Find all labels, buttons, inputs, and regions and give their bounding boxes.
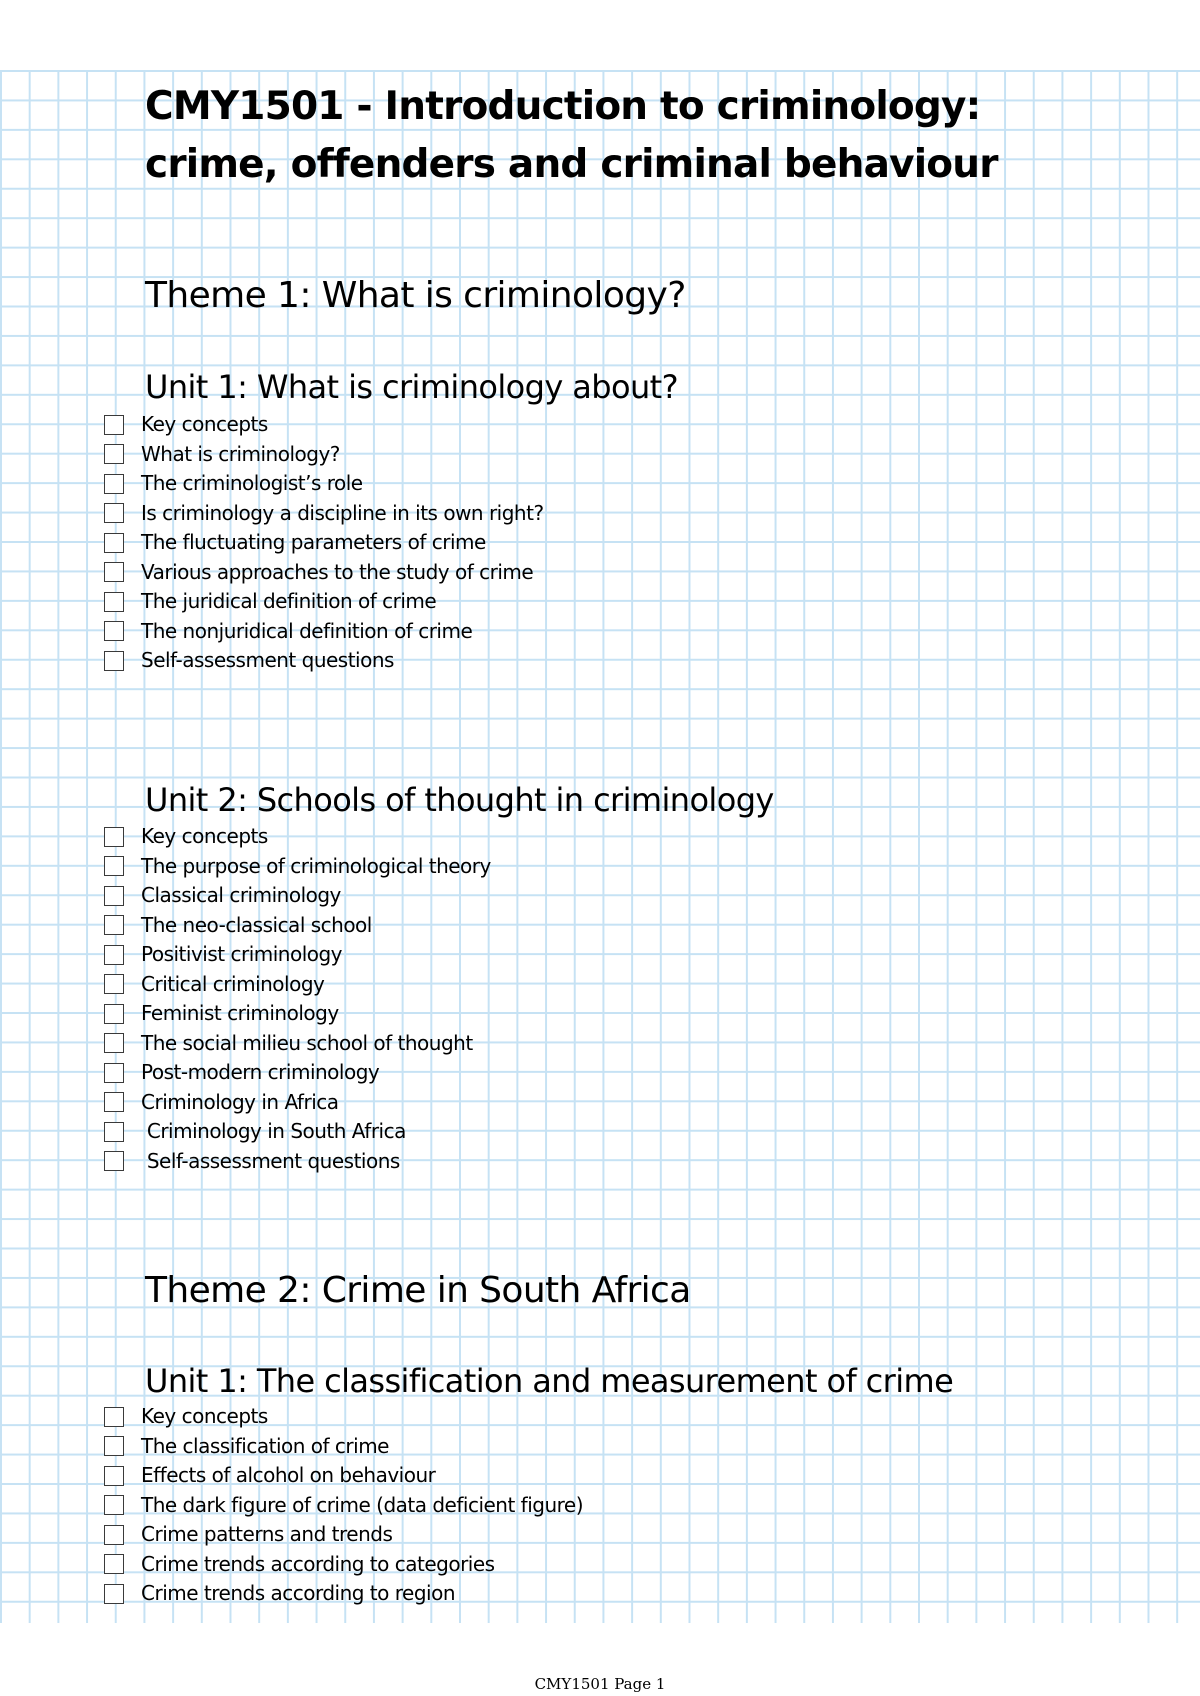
checklist-item-label: Criminology in South Africa	[141, 1119, 406, 1144]
checkbox[interactable]	[104, 1525, 124, 1545]
checklist-item	[104, 587, 544, 617]
checkbox[interactable]	[104, 915, 124, 935]
checkbox[interactable]	[104, 1495, 124, 1515]
theme-1-unit-2-heading: Unit 2: Schools of thought in criminology	[145, 781, 774, 819]
checklist-item	[104, 499, 544, 529]
checkbox[interactable]	[104, 651, 124, 671]
document-title-line-1: CMY1501 - Introduction to criminology:	[145, 84, 981, 129]
checkbox[interactable]	[104, 474, 124, 494]
checklist-item-label: Crime trends according to categories	[141, 1551, 495, 1576]
checklist-item	[104, 558, 544, 588]
checkbox[interactable]	[104, 856, 124, 876]
checklist-item-label: Key concepts	[141, 824, 268, 849]
checklist-item-label: Self-assessment questions	[141, 1148, 400, 1173]
checklist-item-label: Various approaches to the study of crime	[141, 559, 534, 584]
checklist-item-label: Feminist criminology	[141, 1001, 339, 1026]
checklist-item	[104, 469, 544, 499]
checklist-item	[104, 940, 491, 970]
checkbox[interactable]	[104, 1063, 124, 1083]
checklist-item	[104, 1117, 491, 1147]
checkbox[interactable]	[104, 1584, 124, 1604]
checklist-item-label: The dark figure of crime (data deficient figure)	[141, 1492, 584, 1517]
checklist-item	[104, 1579, 583, 1609]
checkbox[interactable]	[104, 1436, 124, 1456]
checklist-item	[104, 881, 491, 911]
checklist-item-label: The classification of crime	[141, 1433, 389, 1458]
checkbox[interactable]	[104, 1004, 124, 1024]
checklist-item-label: Post-modern criminology	[141, 1060, 380, 1085]
checklist-item	[104, 1432, 583, 1462]
checklist-item-label: Classical criminology	[141, 883, 341, 908]
checklist-item-label: The criminologist’s role	[141, 471, 363, 496]
checklist-item	[104, 970, 491, 1000]
checkbox[interactable]	[104, 444, 124, 464]
document-title-line-2: crime, offenders and criminal behaviour	[145, 142, 998, 187]
checklist-item-label: Is criminology a discipline in its own right?	[141, 500, 544, 525]
checklist-item	[104, 999, 491, 1029]
checklist-item-label: The neo-classical school	[141, 912, 372, 937]
checklist-item	[104, 1088, 491, 1118]
theme-1-heading: Theme 1: What is criminology?	[145, 275, 686, 316]
checklist-item	[104, 1058, 491, 1088]
theme-2-unit-1-checklist	[104, 1402, 583, 1609]
theme-1-unit-2-checklist	[104, 822, 491, 1176]
checkbox[interactable]	[104, 1554, 124, 1574]
checkbox[interactable]	[104, 592, 124, 612]
theme-2-heading: Theme 2: Crime in South Africa	[145, 1270, 691, 1311]
checklist-item-label: Critical criminology	[141, 971, 325, 996]
checkbox[interactable]	[104, 1151, 124, 1171]
checklist-item	[104, 1550, 583, 1580]
checklist-item-label: Self-assessment questions	[141, 648, 394, 673]
checkbox[interactable]	[104, 1092, 124, 1112]
checkbox[interactable]	[104, 1407, 124, 1427]
document-title	[145, 78, 1165, 194]
checklist-item-label: What is criminology?	[141, 441, 340, 466]
checklist-item-label: Key concepts	[141, 412, 268, 437]
checklist-item-label: The fluctuating parameters of crime	[141, 530, 486, 555]
checklist-item-label: Crime trends according to region	[141, 1581, 455, 1606]
checkbox[interactable]	[104, 945, 124, 965]
checklist-item-label: The social milieu school of thought	[141, 1030, 473, 1055]
checklist-item	[104, 1402, 583, 1432]
checklist-item-label: The purpose of criminological theory	[141, 853, 491, 878]
theme-1-unit-1-heading: Unit 1: What is criminology about?	[145, 368, 678, 406]
checklist-item	[104, 410, 544, 440]
page-footer: CMY1501 Page 1	[534, 1675, 666, 1693]
checklist-item	[104, 1147, 491, 1177]
checkbox[interactable]	[104, 827, 124, 847]
checklist-item	[104, 1461, 583, 1491]
theme-2-unit-1-heading: Unit 1: The classification and measurement of crime	[145, 1362, 954, 1400]
checkbox[interactable]	[104, 503, 124, 523]
checklist-item-label: Criminology in Africa	[141, 1089, 339, 1114]
checkbox[interactable]	[104, 415, 124, 435]
checklist-item	[104, 852, 491, 882]
checkbox[interactable]	[104, 1122, 124, 1142]
checklist-item	[104, 1491, 583, 1521]
checklist-item	[104, 911, 491, 941]
checklist-item	[104, 617, 544, 647]
checkbox[interactable]	[104, 621, 124, 641]
checklist-item	[104, 1029, 491, 1059]
checkbox[interactable]	[104, 562, 124, 582]
checkbox[interactable]	[104, 1033, 124, 1053]
theme-1-unit-1-checklist	[104, 410, 544, 676]
checklist-item	[104, 1520, 583, 1550]
checklist-item-label: Effects of alcohol on behaviour	[141, 1463, 436, 1488]
checklist-item-label: The juridical definition of crime	[141, 589, 437, 614]
checklist-item	[104, 646, 544, 676]
checklist-item-label: Key concepts	[141, 1404, 268, 1429]
checklist-item	[104, 440, 544, 470]
checklist-item-label: Positivist criminology	[141, 942, 343, 967]
checkbox[interactable]	[104, 1466, 124, 1486]
checkbox[interactable]	[104, 886, 124, 906]
checklist-item-label: The nonjuridical definition of crime	[141, 618, 473, 643]
checkbox[interactable]	[104, 974, 124, 994]
checklist-item	[104, 822, 491, 852]
checklist-item	[104, 528, 544, 558]
checklist-item-label: Crime patterns and trends	[141, 1522, 393, 1547]
checkbox[interactable]	[104, 533, 124, 553]
